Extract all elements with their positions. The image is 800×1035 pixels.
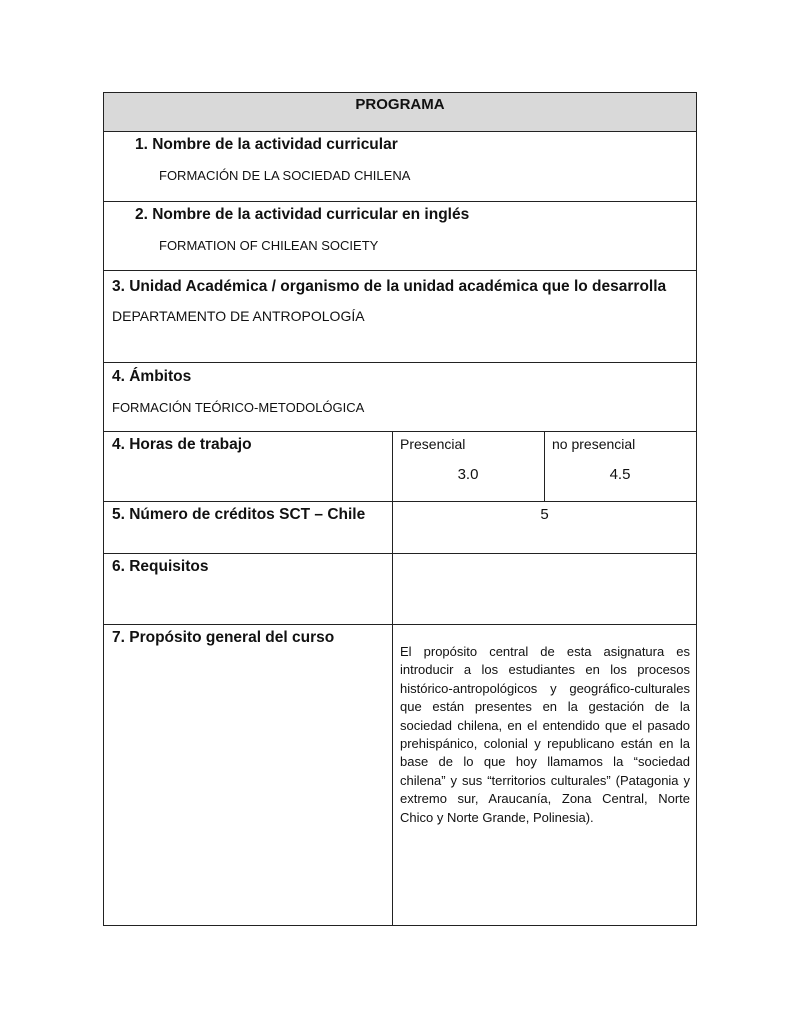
programa-title: PROGRAMA	[355, 96, 445, 113]
horas-label-cell	[104, 432, 393, 502]
ambitos-row	[104, 363, 697, 432]
programa-header	[104, 93, 697, 132]
unidad-row	[104, 271, 697, 363]
nombre-ingles-label: 2. Nombre de la actividad curricular en inglés	[135, 206, 470, 223]
no-presencial-cell	[545, 432, 697, 502]
proposito-value-cell	[393, 625, 697, 926]
proposito-label-cell	[104, 625, 393, 926]
creditos-row	[104, 502, 697, 554]
unidad-cell	[104, 271, 697, 363]
programa-table	[103, 92, 697, 926]
presencial-cell	[393, 432, 545, 502]
proposito-text: El propósito central de esta asignatura es introducir a los estudiantes en los procesos histórico-antropológicos y geográfico-culturales que están presentes en la gestación de la sociedad chilena, en el entendido que el pasado prehispánico, colonial y republicano están en la base de lo que hoy llamamos la “sociedad chilena” y sus “territorios culturales” (Patagonia y extremo sur, Araucanía, Zona Central, Norte Chico y Norte Grande, Polinesia).	[400, 644, 691, 825]
requisitos-value-cell	[393, 554, 697, 625]
ambitos-value: FORMACIÓN TEÓRICO-METODOLÓGICA	[112, 400, 365, 415]
requisitos-label-cell	[104, 554, 393, 625]
proposito-row	[104, 625, 697, 926]
creditos-value-cell	[393, 502, 697, 554]
horas-label: 4. Horas de trabajo	[112, 436, 252, 453]
nombre-cell	[104, 132, 697, 202]
nombre-ingles-row	[104, 202, 697, 271]
header-row	[104, 93, 697, 132]
requisitos-label: 6. Requisitos	[112, 558, 209, 575]
nombre-ingles-value: FORMATION OF CHILEAN SOCIETY	[159, 238, 379, 253]
proposito-label: 7. Propósito general del curso	[112, 629, 335, 646]
no-presencial-value: 4.5	[609, 466, 631, 483]
presencial-label: Presencial	[400, 436, 466, 452]
horas-row	[104, 432, 697, 502]
presencial-value: 3.0	[457, 466, 479, 483]
ambitos-label: 4. Ámbitos	[112, 368, 192, 385]
unidad-value: DEPARTAMENTO DE ANTROPOLOGÍA	[112, 308, 365, 324]
ambitos-cell	[104, 363, 697, 432]
nombre-ingles-cell	[104, 202, 697, 271]
requisitos-row	[104, 554, 697, 625]
nombre-value: FORMACIÓN DE LA SOCIEDAD CHILENA	[159, 168, 411, 183]
nombre-label: 1. Nombre de la actividad curricular	[135, 136, 398, 153]
creditos-label: 5. Número de créditos SCT – Chile	[112, 506, 366, 523]
creditos-label-cell	[104, 502, 393, 554]
unidad-label: 3. Unidad Académica / organismo de la unidad académica que lo desarrolla	[112, 278, 667, 295]
no-presencial-label: no presencial	[552, 436, 636, 452]
nombre-row	[104, 132, 697, 202]
creditos-value: 5	[540, 506, 549, 523]
